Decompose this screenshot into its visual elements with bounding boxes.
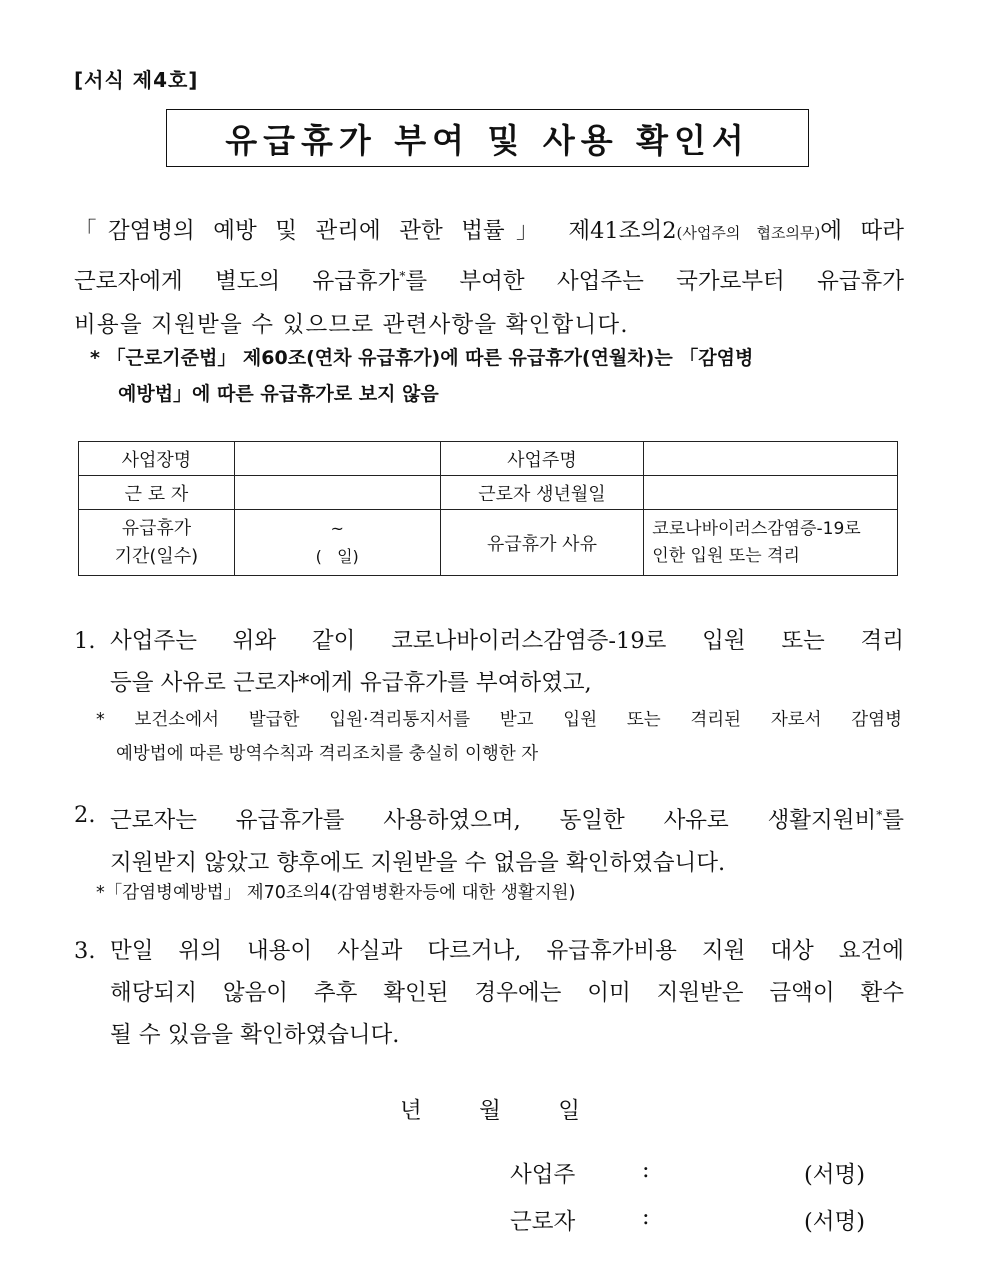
intro-line-3: 비용을 지원받을 수 있으므로 관련사항을 확인합니다. (74, 311, 629, 338)
item-3-line-3: 될 수 있음을 확인하였습니다. (110, 1022, 400, 1048)
table-row (79, 476, 898, 510)
leave-period-label (79, 510, 235, 576)
item-1-note (96, 703, 902, 771)
intro-line-1-b: 에 따라 (820, 218, 904, 244)
intro-line-1 (74, 210, 904, 255)
item-2-line-1-sup: * (876, 808, 883, 822)
intro-line-2 (74, 255, 904, 304)
intro-line-2-b: 를 부여한 사업주는 국가로부터 유급휴가 (405, 268, 905, 295)
item-3-number: 3. (74, 938, 96, 964)
signature-colon-employer: : (642, 1157, 650, 1183)
date-month: 월 (479, 1098, 501, 1124)
period-days: ( 일) (315, 546, 359, 566)
birth-date-field[interactable] (644, 476, 898, 510)
intro-line-1-a: 「감염병의 예방 및 관리에 관한 법률」 제41조의2 (74, 218, 677, 244)
signature-role-worker: 근로자 (510, 1209, 576, 1235)
intro-line-2-a: 근로자에게 별도의 유급휴가 (74, 268, 400, 295)
leave-reason-label: 유급휴가 사유 (440, 510, 644, 576)
signature-colon-worker: : (642, 1204, 650, 1230)
worker-field[interactable] (234, 476, 440, 510)
item-1-note-line-2: 예방법에 따른 방역수칙과 격리조치를 충실히 이행한 자 (116, 744, 539, 764)
item-2 (74, 794, 904, 884)
signature-sign-employer[interactable]: (서명) (804, 1162, 866, 1188)
leave-reason-value-1: 코로나바이러스감염증-19로 (652, 518, 861, 539)
document-title: 유급휴가 부여 및 사용 확인서 (225, 120, 750, 160)
leave-reason-value (644, 510, 898, 576)
signature-role-employer: 사업주 (510, 1162, 576, 1188)
item-2-number: 2. (74, 802, 96, 828)
item-3-line-2: 해당되지 않음이 추후 확인된 경우에는 이미 지원받은 금액이 환수 (110, 980, 904, 1006)
owner-name-field[interactable] (644, 442, 898, 476)
item-3-line-1: 만일 위의 내용이 사실과 다르거나, 유급휴가비용 지원 대상 요건에 (110, 938, 904, 964)
item-2-line-1 (110, 794, 904, 842)
item-1 (74, 620, 904, 704)
item-1-note-line-1: * 보건소에서 발급한 입원·격리통지서를 받고 입원 또는 격리된 자로서 감염병 (96, 710, 902, 730)
leave-reason-value-2: 인한 입원 또는 격리 (652, 545, 800, 566)
leave-period-field[interactable] (234, 510, 440, 576)
item-2-line-1-a: 근로자는 유급휴가를 사용하였으며, 동일한 사유로 생활지원비 (110, 807, 877, 834)
note-annual-leave-line-1: * 「근로기준법」 제60조(연차 유급휴가)에 따른 유급휴가(연월차)는 「감염병 (90, 347, 754, 369)
item-1-number: 1. (74, 628, 96, 654)
intro-paragraph (74, 210, 904, 347)
date-year: 년 (400, 1098, 422, 1124)
birth-date-label: 근로자 생년월일 (440, 476, 644, 510)
item-2-note (96, 876, 902, 910)
item-3 (74, 930, 904, 1056)
worker-label: 근 로 자 (79, 476, 235, 510)
table-row (79, 442, 898, 476)
item-2-line-2: 지원받지 않았고 향후에도 지원받을 수 없음을 확인하였습니다. (110, 849, 726, 876)
intro-line-1-small: (사업주의 협조의무) (676, 224, 821, 242)
leave-period-label-1: 유급휴가 (121, 517, 192, 539)
form-number: [서식 제4호] (74, 68, 199, 92)
table-row (79, 510, 898, 576)
item-2-note-line-1: *「감염병예방법」 제70조의4(감염병환자등에 대한 생활지원) (96, 883, 576, 903)
info-table (78, 441, 898, 576)
business-name-field[interactable] (234, 442, 440, 476)
period-tilde: ~ (330, 518, 344, 538)
note-annual-leave-line-2: 예방법」에 따른 유급휴가로 보지 않음 (118, 383, 439, 405)
leave-period-label-2: 기간(일수) (114, 545, 199, 567)
signature-sign-worker[interactable]: (서명) (804, 1209, 866, 1235)
business-name-label: 사업장명 (79, 442, 235, 476)
item-1-line-1: 사업주는 위와 같이 코로나바이러스감염증-19로 입원 또는 격리 (110, 628, 904, 654)
item-2-line-1-b: 를 (882, 807, 904, 834)
intro-line-2-sup: * (399, 269, 406, 283)
item-1-line-2: 등을 사유로 근로자*에게 유급휴가를 부여하였고, (110, 670, 592, 696)
date-day: 일 (558, 1098, 580, 1124)
note-annual-leave (90, 340, 905, 412)
title-box (166, 109, 809, 167)
owner-name-label: 사업주명 (440, 442, 644, 476)
date-line (400, 1093, 580, 1125)
